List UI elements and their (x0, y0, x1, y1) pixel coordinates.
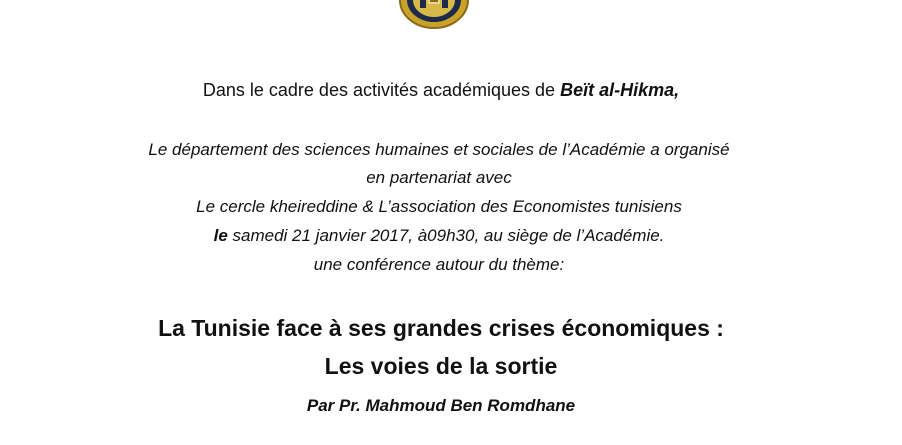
academy-seal-icon (397, 0, 471, 30)
date-line-prefix: le (213, 226, 228, 245)
partners-line: Le cercle kheireddine & L’association des Economistes tunisiens (196, 197, 682, 216)
date-line (0, 226, 890, 246)
theme-intro-line: une conférence autour du thème: (313, 255, 565, 274)
intro-line (0, 80, 892, 101)
conference-title-line-1: La Tunisie face à ses grandes crises économiques : (158, 315, 724, 341)
date-line-text: samedi 21 janvier 2017, à09h30, au siège de l’Académie. (227, 226, 665, 245)
intro-prefix: Dans le cadre des activités académiques de (202, 80, 561, 100)
partnership-line: en partenariat avec (366, 168, 512, 187)
organizer-line: Le département des sciences humaines et sociales de l’Académie a organisé (148, 140, 730, 159)
institution-name: Beït al-Hikma, (560, 80, 680, 100)
speaker-line: Par Pr. Mahmoud Ben Romdhane (306, 396, 576, 415)
conference-title-line-2: Les voies de la sortie (324, 353, 558, 379)
